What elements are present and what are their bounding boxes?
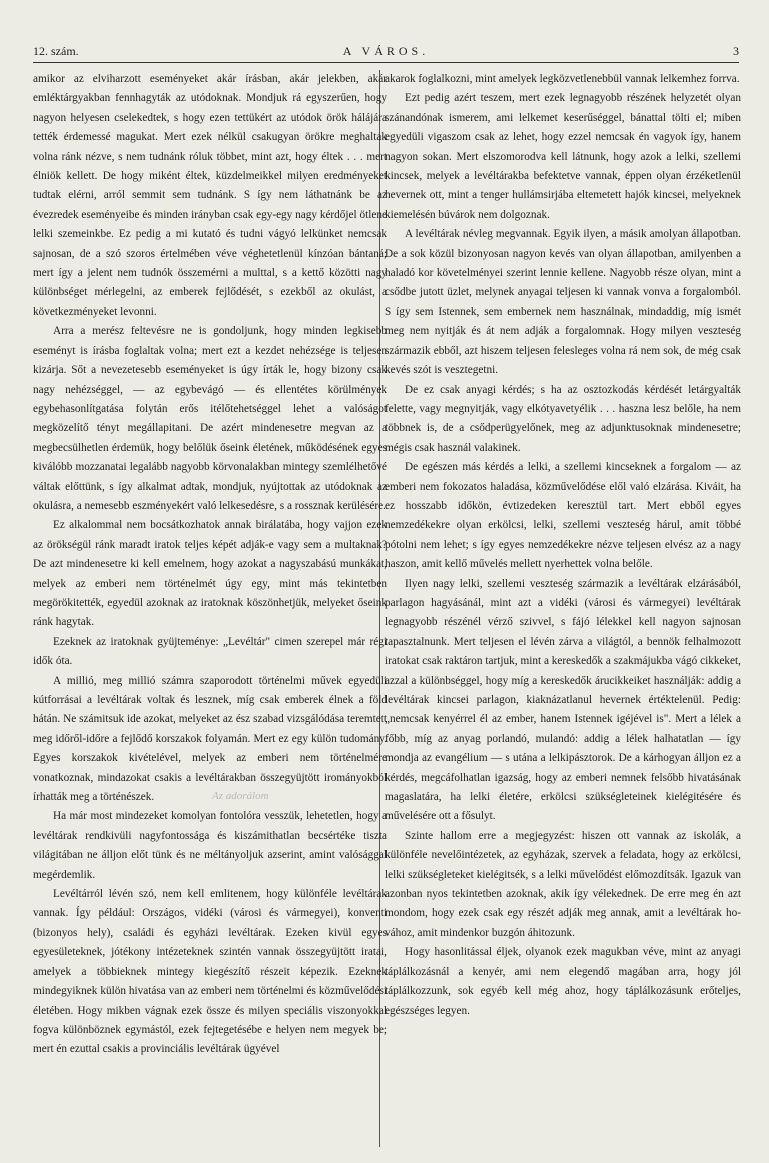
paragraph: Levéltárról lévén szó, nem kell emlitenem, hogy különféle levéltárak vannak. Így például: Országos, vidéki (városi és vármegyei), konventi (bizonyos hely), családi és egyházi levéltárak. Ezeken kivül egyes egyesületeknek, jótékony intézeteknek szintén vannak összegyüjtött iratai, amelyek a többieknek mintegy kiegészítő részeit képezik. Ezeknek mindegyiknek külön hivatása van az emberi nem történelmi és közművelődési életében. Hogy mikben vágnak ezek össze és milyen speciális viszonyokkal fogva különböznek egymástól, ezek fejtegetésébe e helyen nem megyek be; mert én ezuttal csakis a provinciális levéltárak ügyével [33,888,387,1056]
paragraph: Hogy hasonlitással éljek, olyanok ezek magukban véve, mint az anyagi táplálkozásnál a kenyér, ami nem elegendő magában arra, hogy jól táplálkozzunk, sok egyéb kell még ahoz, hogy táplálkozásunk erőteljes, egészséges legyen. [385,946,741,1017]
paragraph: A levéltárak névleg megvannak. Egyik ilyen, a másik amolyan állapotban. De a sok közül bizonyosan nagyon kevés van olyan állapotban, amilyenben a haladó kor követelményei szerint lennie kellene. Nagyobb része olyan, mint a csődbe jutott üzlet, melynek anyagai teljesen ki vannak vonva a forgalomból. S így sem Istennek, sem embernek nem használnak, mindaddig, míg ismét meg nem nyitják és át nem adják a forgalomnak. Hogy milyen veszteség származik ebből, azt hiszem teljesen felesleges volna rá nem sok, de még csak kevés szót is vesztegetni. [385,228,741,377]
paragraph: A millió, meg millió számra szaporodott történelmi művek egyedüli kútforrásai a levéltárak voltak és lesznek, míg csak emberek élnek a föld hátán. Ne számitsuk ide azokat, melyeket az ész szabad vizsgálódása teremtett meg időről-időre a fejlődő korszakok folyamán. Mert ez egy külön tudomány. Egyes korszakok kivételével, melyek az emberi nem történelmére vonatkoznak, mindazokat csakis a levéltárakban összegyüjtött irományokból írhatták meg a történészek. [33,674,387,804]
header-rule [33,62,739,63]
paragraph: De egészen más kérdés a lelki, a szellemi kincseknek a forgalom — az emberi nem fokozatos haladása, közművelődése elől való elzárása. Kiváit, ha ez hosszabb időkön, évtizedeken keresztül tart. Mert ebből egyes nemzedékekre olyan erkölcsi, lelki, szellemi veszteség hárul, amit többé pótolni nem lehet; s így egyes nemzedékekre nézve teljesen elvész az a nagy haszon, amit kellő művelés mellett nyerhettek volna belőle. [385,461,741,571]
paragraph: Arra a merész feltevésre ne is gondoljunk, hogy minden legkisebb eseményt is írásba foglaltak volna; mert ezt a kezdet nehézsége is teljesen kizárja. Sőt a nevezetesebb eseményeket is úgy írták le, hogy bizony csak nagy nehézséggel, — az egybevágó — és ellentétes körülmények egybehasonlítgatása folytán erős itélőtehetséggel lehet a valóságot megközelítő tényt megállapitani. De azért mindenesetre megvan az a megbecsülhetlen érdemük, hogy belőlük őseink életének, működésének egyes kiválóbb mozzanatai legalább nagyobb körvonalakban mintegy szemlélhetővé váltak előttünk, s így alkalmat adtak, mondjuk, nyújtottak az utódoknak az okulásra, a nemesebb eszményekért való lelkesedésre, s a rossznak kerülésére. [33,325,387,512]
watermark-text: Az adorálom [212,790,269,802]
paragraph: Ezeknek az iratoknak gyüjteménye: „Levéltár" cimen szerepel már régi idők óta. [33,635,387,668]
paragraph: Ez alkalommal nem bocsátkozhatok annak birálatába, hogy vajjon ezek az örökségül ránk maradt iratok teljes képét adják-e vagy sem a multaknak? De azt mindenesetre ki kell emelnem, hogy azokat a nagyszabású munkákat, melyek az emberi nem történelmét úgy egy, mint más tekintetben megörökitették, egyedül azoknak az iratoknak köszönhetjük, melyeket őseink ránk hagytak. [33,519,387,629]
left-column [33,70,387,1060]
right-column [385,70,741,1021]
paragraph: Ha már most mindezeket komolyan fontolóra vesszük, lehetetlen, hogy a levéltárak rendkivüli nagyfontossága és kiszámithatlan becsértéke tiszta világitában ne álljon előt tünk és ne méltányoljuk azserint, amint valósággal megérdemlik. [33,810,387,881]
paragraph: De ez csak anyagi kérdés; s ha az osztozkodás kérdését letárgyalták felette, vagy megnyitják, vagy elkótyavetyélik . . . haszna lesz belőle, ha nem többnek is, de a csődperügyelőnek, meg az adjunktusoknak mindenesetre; mégis csak használ valakinek. [385,383,741,454]
paragraph: Szinte hallom erre a megjegyzést: hiszen ott vannak az iskolák, a különféle nevelőintézetek, az egyházak, szervek a feladata, hogy az erkölcsi, lelki szükségleteket kielégitsék, s a lelki művelődést előmozdítsák. Igazuk van azonban nyos tekintetben azoknak, akik így vélekednek. De erre meg én azt mondom, hogy ezek csak egy részét adják meg annak, amit a levéltárak ho-vához, amit mindenkor buzgón áhitozunk. [385,829,741,939]
page-number: 3 [733,44,739,58]
newspaper-title: A VÁROS. [342,44,430,58]
paragraph: Ilyen nagy lelki, szellemi veszteség származik a levéltárak elzárásából, parlagon hagyásánál, mint azt a vidéki (városi és vármegyei) levéltárak legnagyobb részénél vérző szivvel, s fájó lélekkel kell nagyon sajnosan tapasztalnunk. Mert teljesen el lévén zárva a világtól, a bennök felhalmozott iratokat csak raktáron tartjuk, mint a kereskedők a szakmájukba vágó cikkeket, azzal a különbséggel, hogy míg a kereskedők árucikkeiket használják: addig a levéltárak kincsei parlagon, kiaknázatlanul hevernek értéktelenül. Pedig: „nemcsak kenyérrel él az ember, hanem Istennek igéjével is". Mert a lélek a főbb, míg az anyag porlandó, mulandó: addig a lélek halhatatlan — így mondja az evangélium — s utána a lelkipásztorok. De a kárhogyan álljon ez a kérdés, megcáfolhatlan igazság, hogy az emberi nemnek felsőbb hivatásának magaslatára, ha lelki életére, erkölcsi szükségleteinek kielégitésére és művelésére ott a fősulyt. [385,577,741,823]
page-header [33,44,739,64]
paragraph: akarok foglalkozni, mint amelyek legközvetlenebbül vannak lelkemhez forrva. [385,73,740,85]
issue-number: 12. szám. [33,44,79,58]
paragraph: amikor az elviharzott eseményeket akár írásban, akár jelekben, akár emléktárgyakban fennhagyták az utódoknak. Mondjuk rá egyszerűen, hogy nagyon helyesen cselekedtek, s hogy ezen tettükért az utódok örök hálájára tették érdemessé magukat. Mert ezek nélkül csakugyan örökre meghaltak volna ránk nézve, s nem tudnánk róluk többet, mint azt, hogy éltek . . . mert élniök kellett. De hogy miként éltek, küzdelmeikkel milyen eredményeket tudtak elérni, arról semmit sem tudnánk. S így nem láthatnánk be az évezredek eseményeibe és minden irányban csak egy-egy nagy kérdőjel ötlene lelki szemeinkbe. Ez pedig a mi kutató és tudni vágyó lelkünket nemcsak sajnosan, de a szó szoros értelmében véve véghetetlenül kínzóan bántaná; mert így a jelent nem tudnók összemérni a multtal, s a kettő közötti nagy különbséget mérlegelni, az emberek fejlődését, s ezekből az okulást, a következményeket levonni. [33,73,387,318]
paragraph: Ezt pedig azért teszem, mert ezek legnagyobb részének helyzetét olyan szánandónak ismerem, ami lelkemet keserűséggel, bánattal tölti el; miben egyedüli vigaszom csak az lehet, hogy ezzel nemcsak én vagyok így, hanem nagyon sokan. Mert elszomorodva kell látnunk, hogy azok a lelki, szellemi kincsek, melyek a levéltárakba befektetve vannak, éppen olyan érzéketlenül hevernek ott, mint a tenger hullámsirjába eltemetett hajók kincsei, melyeknek kiemelésén búvárok nem dolgoznak. [385,92,741,221]
